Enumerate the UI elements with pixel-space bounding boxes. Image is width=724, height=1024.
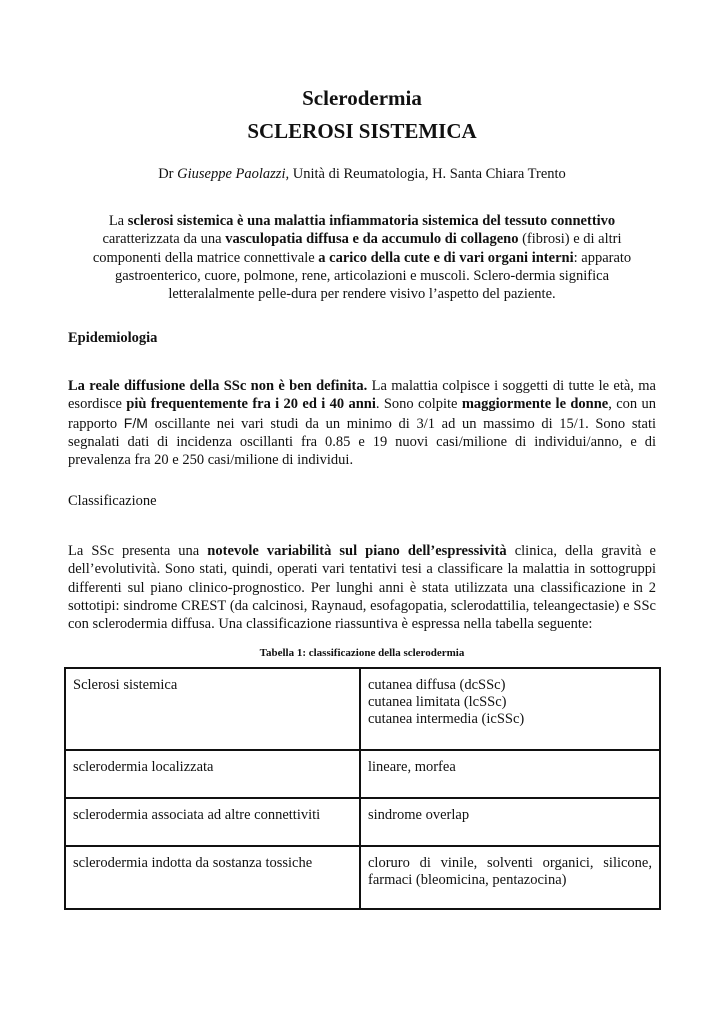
classificazione-paragraph: [68, 542, 656, 633]
epi-text-4: oscillante nei vari studi da un minimo di 3/1 ad un massimo di 15/1. Sono stati segnalati dati di incidenza oscillanti fra 0.85 e 19 nuovi casi/milione di individui/anno, e di prevalenza fra 20 e 250 casi/milione di individui.: [68, 415, 656, 469]
intro-bold-3: a carico della cute e di vari organi interni: [318, 249, 574, 266]
epi-bold-3: maggiormente le donne: [461, 396, 609, 413]
table-cell-left: sclerodermia indotta da sostanza tossiche: [65, 846, 360, 909]
table-row: [65, 750, 660, 798]
table-cell-line: cutanea diffusa (dcSSc): [368, 677, 506, 693]
epi-ratio-label: F/M: [123, 414, 148, 431]
author-affiliation: Unità di Reumatologia, H. Santa Chiara Trento: [289, 166, 566, 182]
table-cell-left: sclerodermia associata ad altre connettiviti: [65, 798, 360, 846]
cls-text-1: La SSc presenta una: [68, 543, 208, 559]
epi-text-2: . Sono colpite: [375, 396, 462, 413]
epidemiologia-paragraph: [68, 377, 656, 469]
intro-text-4: : apparato gastroenterico, cuore, polmone, rene, articolazioni e muscoli. Sclero-dermia significa letteralalmente pelle-dura per rendere visivo l’aspetto del paziente.: [114, 249, 632, 303]
epi-text-1: La malattia colpisce i soggetti di tutte le età, ma esordisce: [68, 378, 656, 413]
table-row: [65, 846, 660, 909]
cls-text-2: clinica, della gravità e dell’evolutività. Sono stati, quindi, operati vari tentativi tesi a classificare la malattia in sottogruppi differenti sul piano clinico-prognostico. Per lunghi anni è stata utilizzata una classificazione in 2 sottotipi: sindrome CREST (da calcinosi, Raynaud, esofagopatia, sclerodattilia, teleangectasie) e SSc con sclerodermia diffusa. Una classificazione riassuntiva è espressa nella tabella seguente:: [68, 543, 656, 633]
table-cell-right: lineare, morfea: [360, 750, 660, 798]
cls-bold-1: notevole variabilità sul piano dell’espressività: [207, 543, 507, 559]
author-prefix: Dr: [158, 166, 178, 182]
intro-text-2: caratterizzata da una: [102, 231, 226, 248]
table-cell-right: [360, 668, 660, 750]
intro-paragraph: [86, 212, 638, 303]
section-heading-epidemiologia: Epidemiologia: [68, 330, 158, 346]
epi-bold-2: più frequentemente fra i 20 ed i 40 anni: [126, 396, 376, 413]
intro-bold-1: sclerosi sistemica è una malattia infiammatoria sistemica del tessuto connettivo: [127, 213, 616, 229]
table-caption: Tabella 1: classificazione della sclerodermia: [259, 647, 465, 659]
table-cell-left: sclerodermia localizzata: [65, 750, 360, 798]
epi-text-3: , con un rapporto: [68, 396, 656, 432]
table-cell-left: Sclerosi sistemica: [65, 668, 360, 750]
author-name: Giuseppe Paolazzi,: [177, 166, 290, 182]
document-subtitle: SCLEROSI SISTEMICA: [247, 119, 477, 143]
author-line: [0, 165, 724, 183]
epi-bold-1: La reale diffusione della SSc non è ben definita.: [68, 378, 368, 394]
table-cell-line: cutanea limitata (lcSSc): [368, 694, 507, 710]
intro-text-1: La: [108, 213, 128, 229]
intro-bold-2: vasculopatia diffusa e da accumulo di collageno: [225, 231, 519, 248]
intro-text-3: (fibrosi) e di altri componenti della matrice connettivale: [92, 231, 622, 266]
section-heading-classificazione: Classificazione: [68, 493, 157, 509]
classification-table: [64, 667, 661, 910]
table-cell-right: cloruro di vinile, solventi organici, silicone, farmaci (bleomicina, pentazocina): [360, 846, 660, 909]
table-row: [65, 668, 660, 750]
document-title: Sclerodermia: [302, 86, 422, 110]
table-row: [65, 798, 660, 846]
table-cell-right: sindrome overlap: [360, 798, 660, 846]
table-cell-line: cutanea intermedia (icSSc): [368, 711, 525, 727]
